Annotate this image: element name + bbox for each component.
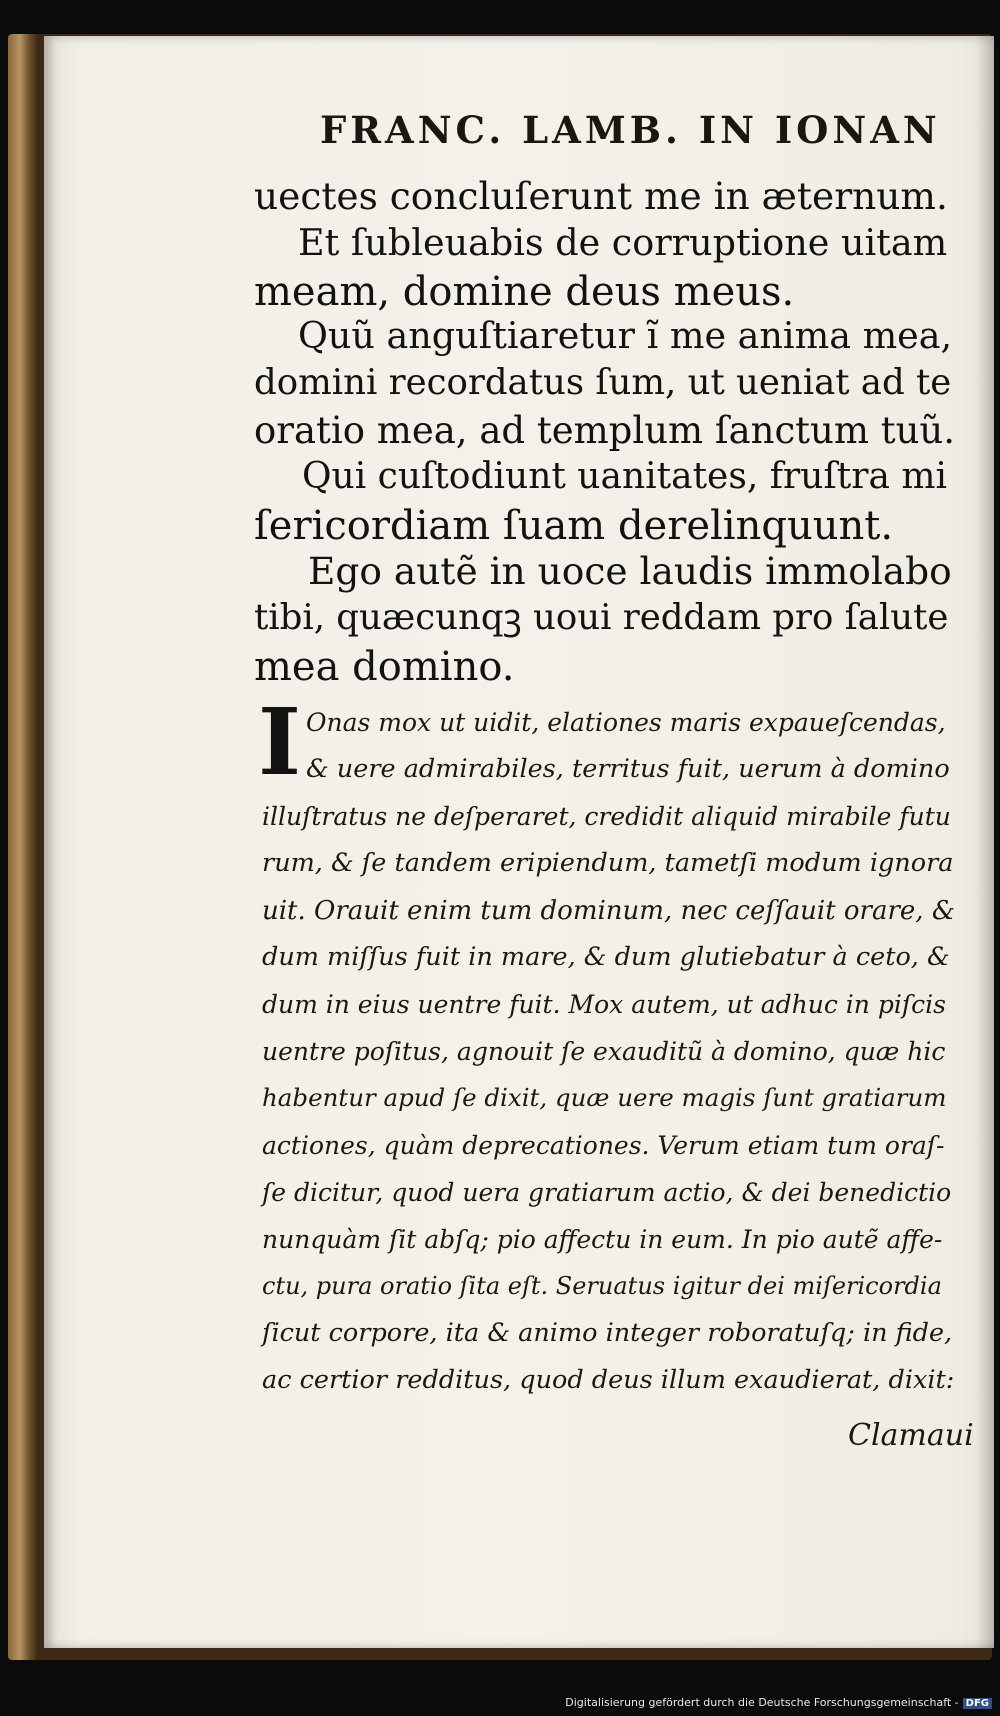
commentary-line: nunquàm ſit abſq; pio affectu in eum. In pio autẽ affe- <box>262 1225 943 1254</box>
commentary-line: habentur apud ſe dixit, quæ uere magis ſunt gratiarum <box>262 1083 947 1112</box>
verse-line: ſericordiam ſuam derelinquunt. <box>254 503 894 549</box>
commentary-line: ſe dicitur, quod uera gratiarum actio, & dei benedictio <box>262 1178 952 1207</box>
credit-text: Digitalisierung gefördert durch die Deutsche Forschungsgemeinschaft - <box>565 1696 959 1709</box>
verse-line: meam, domine deus meus. <box>254 269 795 315</box>
commentary-line: ſicut corpore, ita & animo integer roboratuſq; in fide, <box>262 1318 953 1348</box>
commentary-line: ac certior redditus, quod deus illum exaudierat, dixit: <box>262 1365 955 1395</box>
commentary-line: actiones, quàm deprecationes. Verum etiam tum oraſ- <box>262 1131 945 1160</box>
catchword: Clamaui <box>848 1418 974 1453</box>
digitization-credit <box>565 1696 992 1709</box>
commentary-line: uit. Orauit enim tum dominum, nec ceſſauit orare, & <box>262 896 955 926</box>
verse-line: uectes concluſerunt me in æternum. <box>254 174 948 218</box>
commentary-line: Onas mox ut uidit, elationes maris expaueſcendas, <box>306 708 946 737</box>
commentary-line: uentre poſitus, agnouit ſe exauditũ à domino, quæ hic <box>262 1037 946 1066</box>
initial-letter: I <box>258 688 302 796</box>
commentary-line: illuſtratus ne deſperaret, credidit aliquid mirabile futu <box>262 802 951 831</box>
verse-line: domini recordatus ſum, ut ueniat ad te <box>254 362 952 403</box>
commentary-line: rum, & ſe tandem eripiendum, tametſi modum ignora <box>262 848 954 878</box>
verse-line: Qui cuſtodiunt uanitates, fruſtra mi <box>302 456 947 497</box>
verse-line: tibi, quæcunqꝫ uoui reddam pro ſalute <box>254 597 949 638</box>
commentary-line: & uere admirabiles, territus fuit, uerum à domino <box>306 754 950 784</box>
commentary-line: dum miſſus fuit in mare, & dum glutiebatur à ceto, & <box>262 942 950 972</box>
verse-line: Ego autẽ in uoce laudis immolabo <box>308 549 952 593</box>
verse-line: oratio mea, ad templum ſanctum tuũ. <box>254 409 956 452</box>
verse-line: Quũ anguſtiaretur ĩ me anima mea, <box>298 314 953 357</box>
verse-line: Et ſubleuabis de corruptione uitam <box>298 221 948 264</box>
dfg-logo-icon: DFG <box>963 1698 992 1709</box>
verse-line: mea domino. <box>254 644 515 690</box>
running-header: FRANC. LAMB. IN IONAN <box>320 108 941 152</box>
commentary-line: dum in eius uentre fuit. Mox autem, ut adhuc in piſcis <box>262 990 946 1019</box>
commentary-line: ctu, pura oratio ſita eſt. Seruatus igitur dei miſericordia <box>262 1272 942 1300</box>
